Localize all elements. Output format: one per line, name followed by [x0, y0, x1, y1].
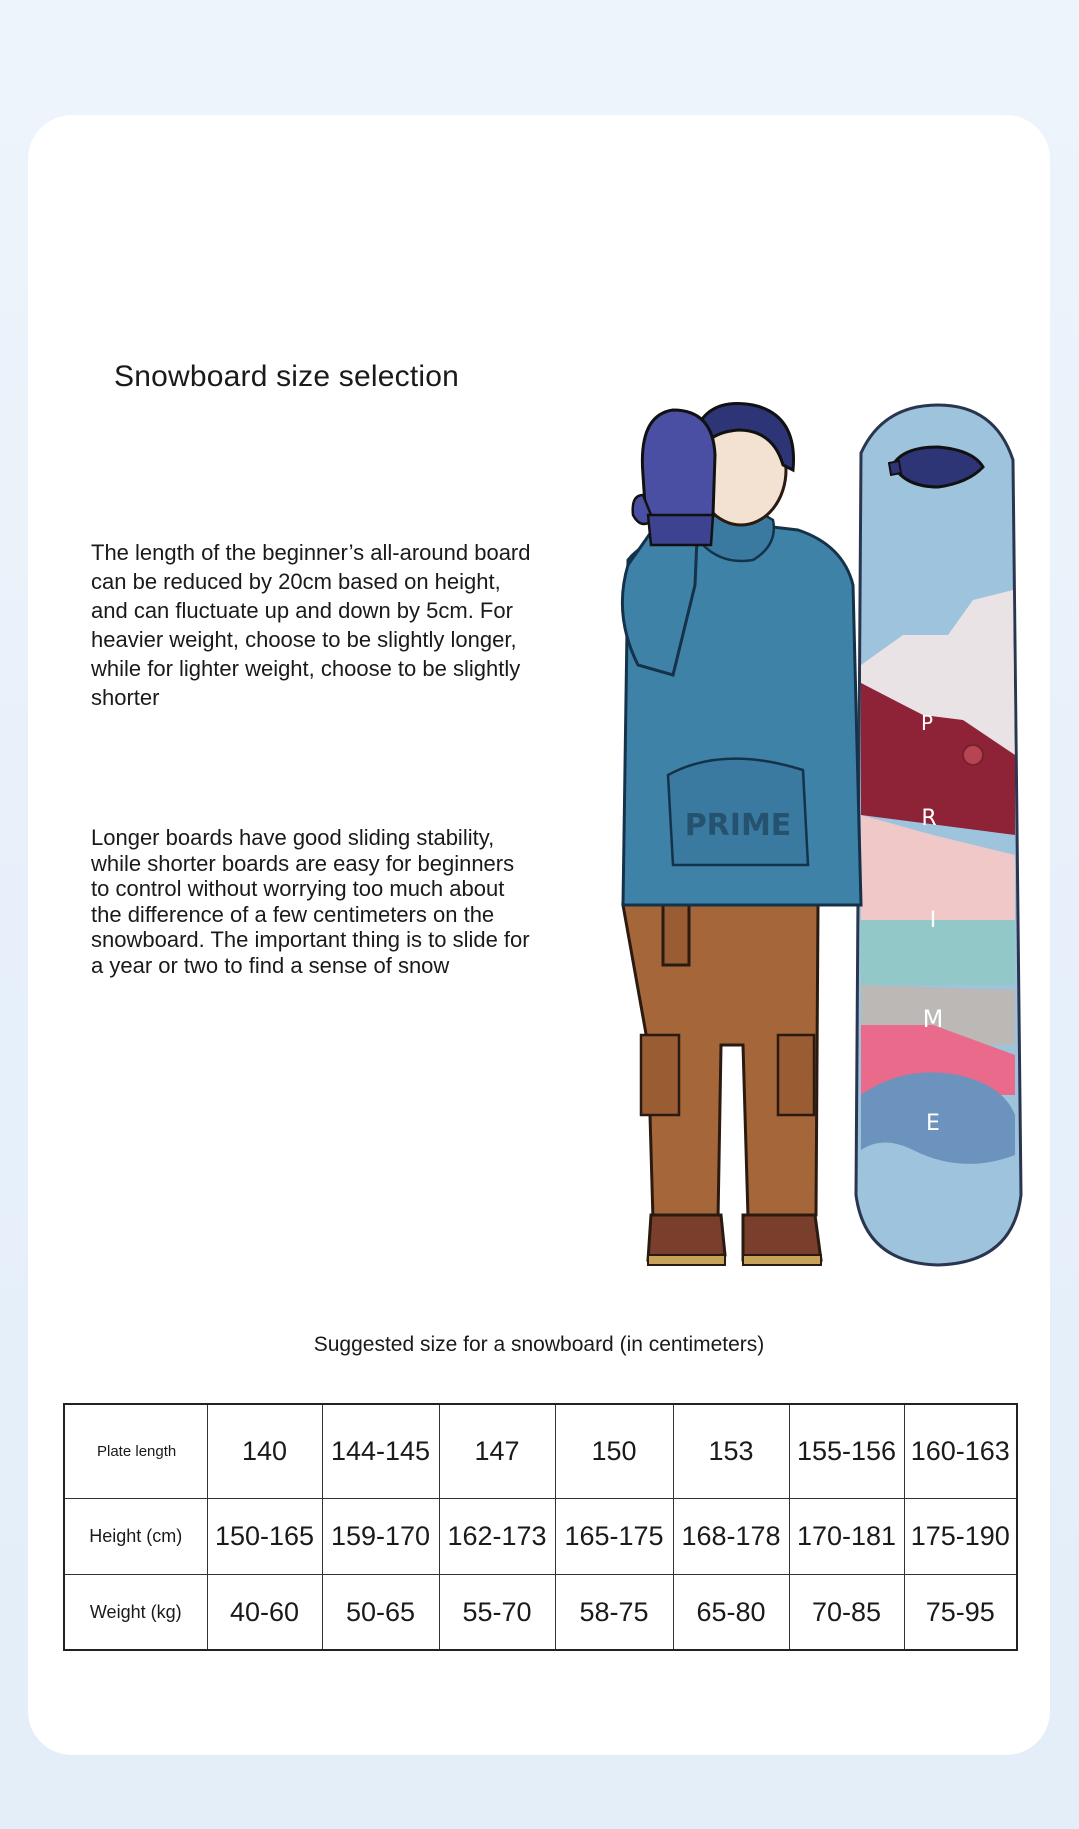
- table-caption: Suggested size for a snowboard (in centimeters): [313, 1333, 765, 1356]
- content-card: [28, 115, 1050, 1755]
- board-letter-i: I: [929, 908, 937, 933]
- row-label-height: Height (cm): [64, 1499, 207, 1575]
- table-cell: 65-80: [673, 1575, 789, 1651]
- table-cell: 168-178: [673, 1499, 789, 1575]
- table-cell: 147: [439, 1404, 555, 1499]
- table-cell: 150-165: [207, 1499, 322, 1575]
- table-cell: 50-65: [322, 1575, 439, 1651]
- board-stability-paragraph: Longer boards have good sliding stability, while shorter boards are easy for beginners to control without worrying too much about the difference of a few centimeters on the snowboard. The important thing is to slide for a year or two to find a sense of snow: [91, 825, 530, 978]
- table-cell: 160-163: [904, 1404, 1017, 1499]
- table-cell: 153: [673, 1404, 789, 1499]
- table-cell: 170-181: [789, 1499, 904, 1575]
- table-cell: 150: [555, 1404, 673, 1499]
- page-title: Snowboard size selection: [114, 360, 459, 393]
- size-table: [63, 1403, 1018, 1651]
- board-letter-e: E: [926, 1111, 940, 1136]
- row-label-plate-length: Plate length: [64, 1404, 207, 1499]
- board-letter-m: M: [922, 1005, 944, 1033]
- beginner-length-paragraph: The length of the beginner’s all-around board can be reduced by 20cm based on height, and can fluctuate up and down by 5cm. For heavier weight, choose to be slightly longer, while for lighter weight, choose to be slightly shorter: [91, 540, 531, 710]
- table-cell: 55-70: [439, 1575, 555, 1651]
- table-cell: 159-170: [322, 1499, 439, 1575]
- table-cell: 144-145: [322, 1404, 439, 1499]
- row-label-weight: Weight (kg): [64, 1575, 207, 1651]
- table-row-plate-length: [64, 1404, 1017, 1499]
- table-cell: 175-190: [904, 1499, 1017, 1575]
- table-cell: 75-95: [904, 1575, 1017, 1651]
- table-row-height: [64, 1499, 1017, 1575]
- table-cell: 155-156: [789, 1404, 904, 1499]
- board-letter-r: R: [921, 806, 937, 831]
- table-row-weight: [64, 1575, 1017, 1651]
- table-cell: 162-173: [439, 1499, 555, 1575]
- table-cell: 58-75: [555, 1575, 673, 1651]
- hoodie-text: PRIME: [684, 808, 792, 843]
- table-cell: 140: [207, 1404, 322, 1499]
- person-image: [622, 403, 861, 1265]
- board-letter-p: P: [920, 711, 934, 735]
- table-cell: 165-175: [555, 1499, 673, 1575]
- snowboarder-illustration: [603, 215, 1033, 1355]
- snowboard-image: [856, 405, 1021, 1265]
- table-cell: 40-60: [207, 1575, 322, 1651]
- table-cell: 70-85: [789, 1575, 904, 1651]
